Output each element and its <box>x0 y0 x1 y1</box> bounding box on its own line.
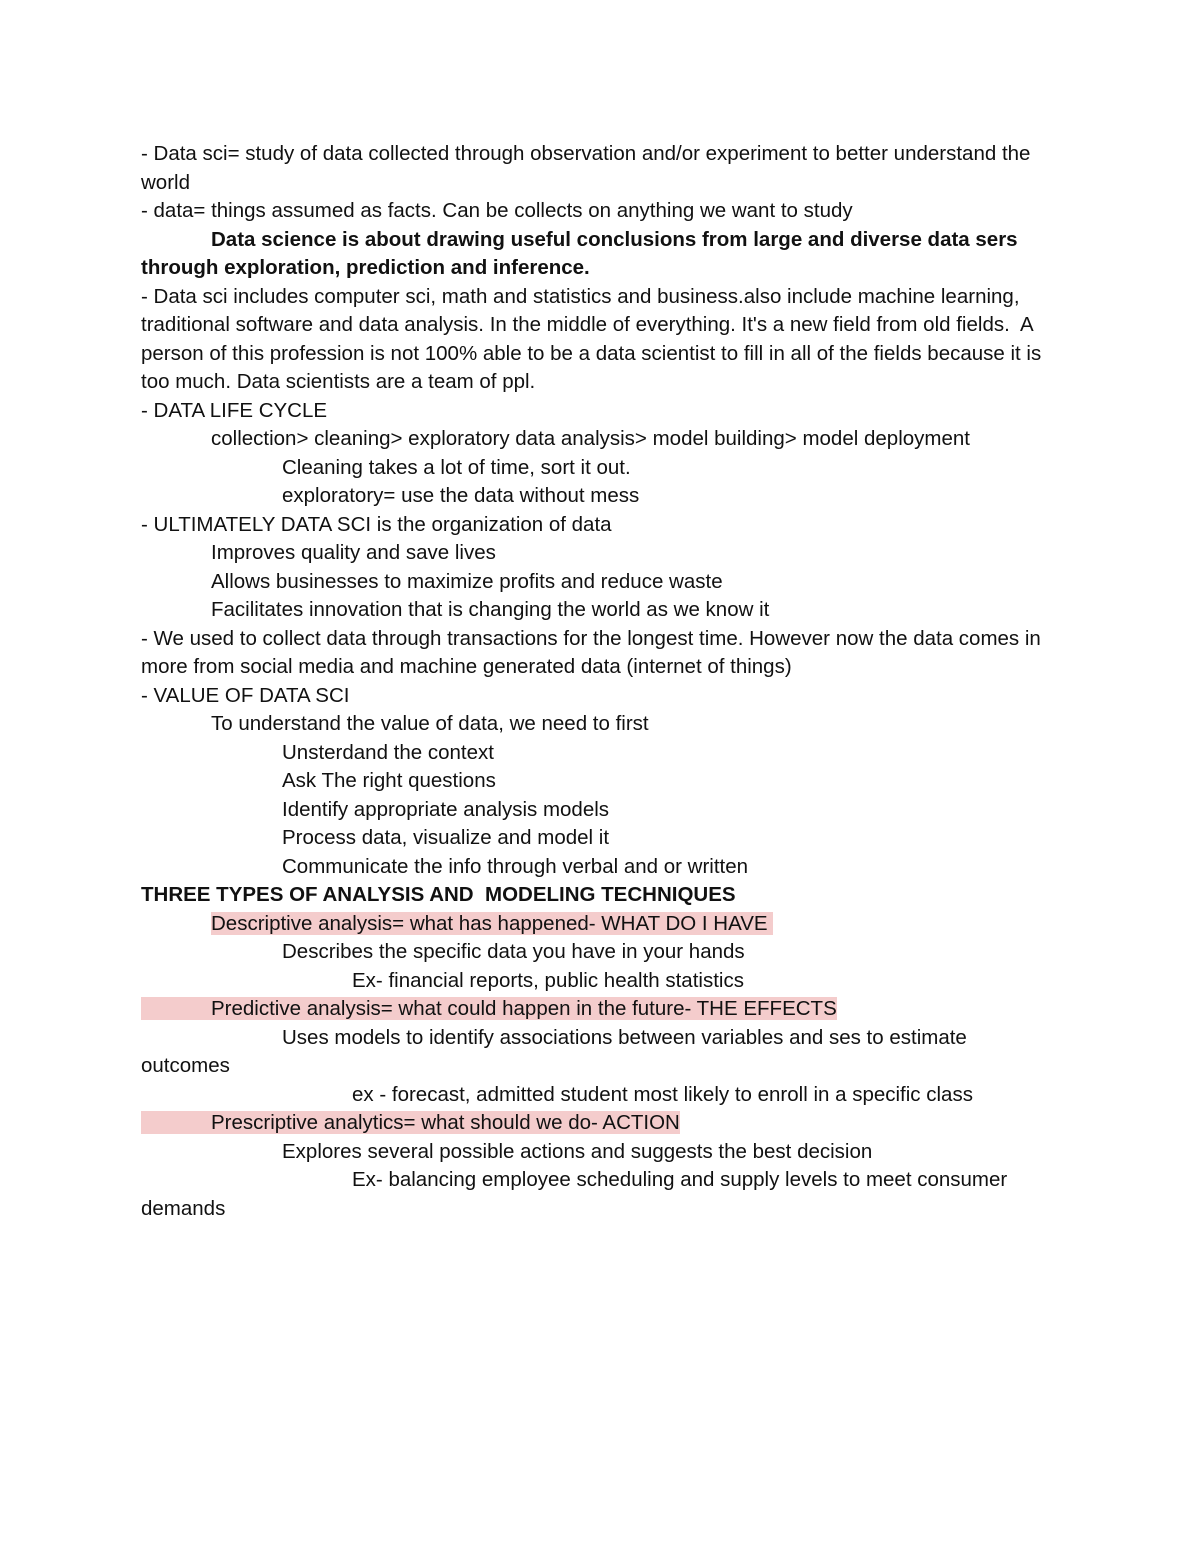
key-definition: Data science is about drawing useful conclusions from large and diverse data sers through exploration, prediction and inference. <box>141 227 1024 279</box>
note-line: Cleaning takes a lot of time, sort it out. <box>282 455 631 479</box>
note-line: Ex- balancing employee scheduling and supply levels to meet consumer demands <box>141 1168 1013 1220</box>
note-line: Uses models to identify associations between variables and ses to estimate outcomes <box>141 1025 973 1077</box>
note-line: - Data sci= study of data collected through observation and/or experiment to better understand the world <box>141 142 1037 194</box>
note-line: Describes the specific data you have in your hands <box>282 940 745 963</box>
highlighted-text: Descriptive analysis= what has happened- WHAT DO I HAVE <box>211 911 774 935</box>
note-line: - We used to collect data through transactions for the longest time. However now the data comes in more from social media and machine generated data (internet of things) <box>141 626 1047 678</box>
highlighted-text: Predictive analysis= what could happen in the future- THE EFFECTS <box>141 997 837 1020</box>
note-line-highlight <box>141 910 1061 939</box>
note-line: - data= things assumed as facts. Can be collects on anything we want to study <box>141 199 853 222</box>
note-line: ex - forecast, admitted student most likely to enroll in a specific class <box>352 1082 973 1106</box>
note-line: collection> cleaning> exploratory data analysis> model building> model deployment <box>211 427 970 450</box>
section-heading-bold: THREE TYPES OF ANALYSIS AND MODELING TECHNIQUES <box>141 883 736 906</box>
note-line: - Data sci includes computer sci, math and statistics and business.also include machine learning, traditional software and data analysis. In the middle of everything. It's a new field from old fields. A person of this profession is not 100% able to be a data scientist to fill in all of the fields because it is too much. Data scientists are a team of ppl. <box>141 284 1047 393</box>
note-line-highlight <box>141 1109 1061 1138</box>
note-line: Facilitates innovation that is changing the world as we know it <box>211 598 770 621</box>
note-line: exploratory= use the data without mess <box>282 484 640 507</box>
note-line: Identify appropriate analysis models <box>282 797 610 821</box>
note-line: Communicate the info through verbal and or written <box>282 854 749 878</box>
note-line: Process data, visualize and model it <box>282 826 610 849</box>
note-line: Unsterdand the context <box>282 740 494 764</box>
section-heading: - VALUE OF DATA SCI <box>141 683 350 707</box>
note-line-highlight <box>141 995 1061 1024</box>
highlighted-text: Prescriptive analytics= what should we do- ACTION <box>141 1111 680 1134</box>
notes-body <box>141 140 1061 1223</box>
note-line: Explores several possible actions and suggests the best decision <box>282 1139 873 1163</box>
note-line: Ask The right questions <box>282 769 496 792</box>
section-heading: - DATA LIFE CYCLE <box>141 398 328 422</box>
section-heading: - ULTIMATELY DATA SCI is the organization of data <box>141 512 612 536</box>
note-line: Improves quality and save lives <box>211 541 496 564</box>
note-line: Allows businesses to maximize profits and reduce waste <box>211 569 723 593</box>
note-line: Ex- financial reports, public health statistics <box>352 968 744 992</box>
note-line: To understand the value of data, we need to first <box>211 712 649 735</box>
